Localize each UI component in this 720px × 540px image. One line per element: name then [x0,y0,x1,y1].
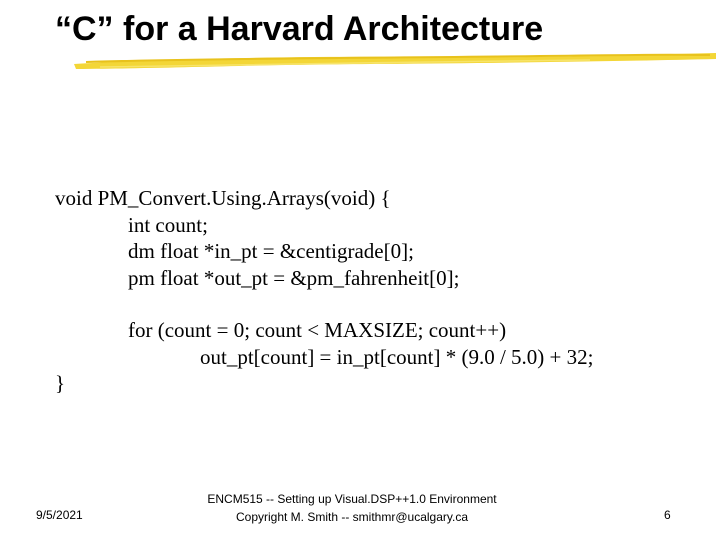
footer-course-line: ENCM515 -- Setting up Visual.DSP++1.0 Environment [207,492,497,506]
footer-copyright-line: Copyright M. Smith -- smithmr@ucalgary.ca [235,510,468,524]
slide-title: “C” for a Harvard Architecture [55,10,544,48]
code-line-loop-body: out_pt[count] = in_pt[count] * (9.0 / 5.0) + 32; [200,344,594,369]
code-line-closing-brace: } [55,371,66,395]
code-line-function-signature: void PM_Convert.Using.Arrays(void) { [55,186,391,210]
code-line-count-declaration: int count; [128,212,208,237]
code-line-input-pointer: dm float *in_pt = &centigrade[0]; [128,239,414,263]
title-underline-decoration [70,50,720,72]
code-block [55,185,593,397]
code-line-for-loop: for (count = 0; count < MAXSIZE; count++) [128,318,507,342]
footer-date: 9/5/2021 [36,508,83,522]
code-line-output-pointer: pm float *out_pt = &pm_fahrenheit[0]; [128,265,460,290]
footer-course-info [160,490,544,526]
slide-page-number: 6 [664,508,671,522]
code-spacer [55,291,593,317]
